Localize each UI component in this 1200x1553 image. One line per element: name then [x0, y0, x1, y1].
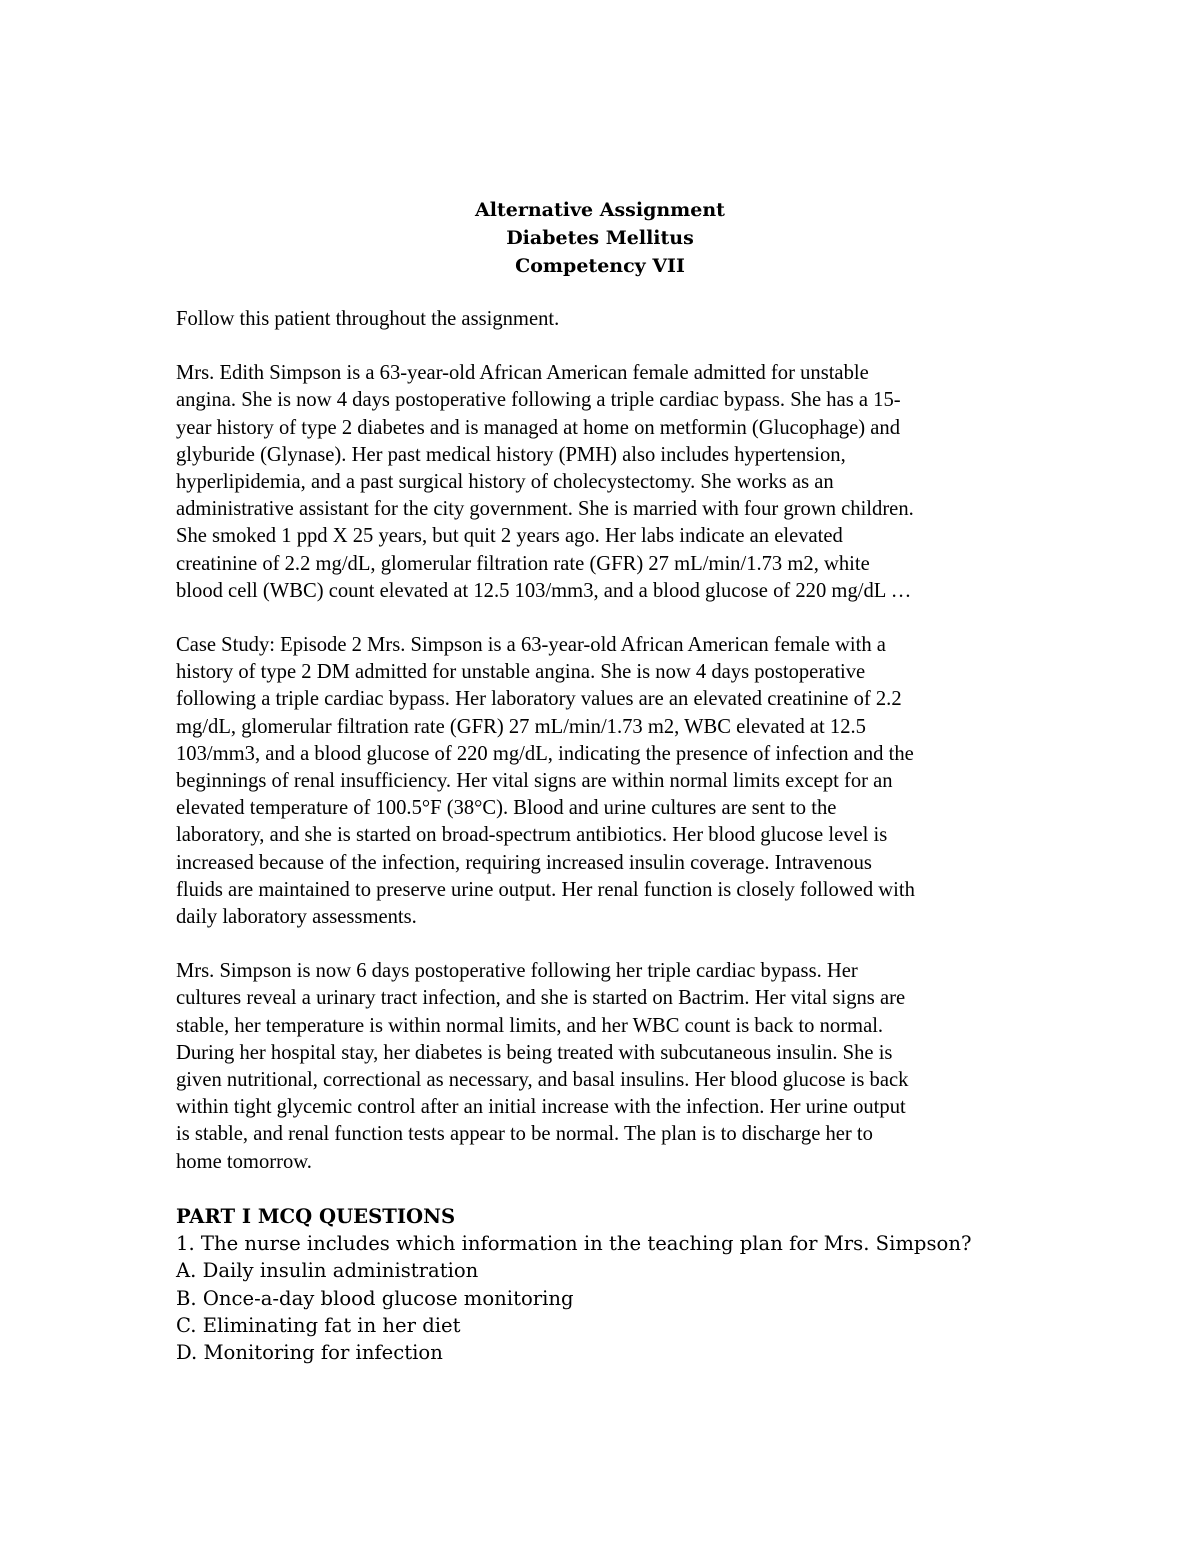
paragraph-line: fluids are maintained to preserve urine output. Her renal function is closely followed with	[176, 878, 915, 901]
paragraph-line: daily laboratory assessments.	[176, 906, 417, 929]
mcq-section	[176, 1203, 1036, 1366]
paragraph-line: hyperlipidemia, and a past surgical history of cholecystectomy. She works as an	[176, 471, 834, 494]
paragraph-line: 103/mm3, and a blood glucose of 220 mg/dL, indicating the presence of infection and the	[176, 742, 914, 765]
paragraph-line: is stable, and renal function tests appear to be normal. The plan is to discharge her to	[176, 1123, 873, 1146]
mcq-option-a: A. Daily insulin administration	[176, 1259, 479, 1283]
paragraph-line: stable, her temperature is within normal limits, and her WBC count is back to normal.	[176, 1014, 884, 1037]
paragraph-line: within tight glycemic control after an initial increase with the infection. Her urine output	[176, 1096, 906, 1119]
paragraph-line: mg/dL, glomerular filtration rate (GFR) 27 mL/min/1.73 m2, WBC elevated at 12.5	[176, 715, 866, 738]
paragraph-3	[176, 958, 1036, 1176]
mcq-option-c: C. Eliminating fat in her diet	[176, 1313, 461, 1337]
paragraph-line: year history of type 2 diabetes and is managed at home on metformin (Glucophage) and	[176, 416, 900, 439]
title-line-1: Alternative Assignment	[475, 199, 725, 221]
paragraph-line: angina. She is now 4 days postoperative following a triple cardiac bypass. She has a 15-	[176, 389, 901, 412]
paragraph-line: increased because of the infection, requiring increased insulin coverage. Intravenous	[176, 851, 872, 874]
paragraph-line: Mrs. Simpson is now 6 days postoperative following her triple cardiac bypass. Her	[176, 960, 858, 983]
paragraph-line: glyburide (Glynase). Her past medical history (PMH) also includes hypertension,	[176, 443, 846, 466]
paragraph-line: creatinine of 2.2 mg/dL, glomerular filtration rate (GFR) 27 mL/min/1.73 m2, white	[176, 552, 870, 575]
paragraph-line: administrative assistant for the city government. She is married with four grown children.	[176, 498, 914, 521]
paragraph-line: following a triple cardiac bypass. Her laboratory values are an elevated creatinine of 2.2	[176, 688, 902, 711]
paragraph-2	[176, 632, 1036, 931]
intro-text: Follow this patient throughout the assignment.	[176, 308, 560, 330]
title-line-2: Diabetes Mellitus	[506, 227, 694, 249]
paragraph-line: Case Study: Episode 2 Mrs. Simpson is a 63-year-old African American female with a	[176, 634, 886, 657]
title-line-3: Competency VII	[515, 255, 685, 277]
title-block	[176, 196, 1024, 280]
mcq-heading: PART I MCQ QUESTIONS	[176, 1204, 456, 1228]
paragraph-line: Mrs. Edith Simpson is a 63-year-old African American female admitted for unstable	[176, 362, 869, 385]
paragraph-1	[176, 360, 1036, 605]
paragraph-line: elevated temperature of 100.5°F (38°C). Blood and urine cultures are sent to the	[176, 797, 837, 820]
paragraph-line: given nutritional, correctional as necessary, and basal insulins. Her blood glucose is back	[176, 1069, 909, 1092]
paragraph-line: home tomorrow.	[176, 1150, 312, 1173]
mcq-option-d: D. Monitoring for infection	[176, 1340, 443, 1364]
paragraph-line: During her hospital stay, her diabetes is being treated with subcutaneous insulin. She is	[176, 1041, 893, 1064]
document-page	[176, 196, 1036, 1366]
mcq-option-b: B. Once-a-day blood glucose monitoring	[176, 1286, 574, 1310]
paragraph-line: beginnings of renal insufficiency. Her vital signs are within normal limits except for an	[176, 770, 893, 793]
paragraph-line: laboratory, and she is started on broad-spectrum antibiotics. Her blood glucose level is	[176, 824, 888, 847]
paragraph-line: She smoked 1 ppd X 25 years, but quit 2 years ago. Her labs indicate an elevated	[176, 525, 843, 548]
paragraph-line: history of type 2 DM admitted for unstable angina. She is now 4 days postoperative	[176, 661, 866, 684]
paragraph-line: cultures reveal a urinary tract infection, and she is started on Bactrim. Her vital signs are	[176, 987, 906, 1010]
mcq-question: 1. The nurse includes which information in the teaching plan for Mrs. Simpson?	[176, 1232, 972, 1256]
paragraph-line: blood cell (WBC) count elevated at 12.5 103/mm3, and a blood glucose of 220 mg/dL …	[176, 579, 912, 602]
